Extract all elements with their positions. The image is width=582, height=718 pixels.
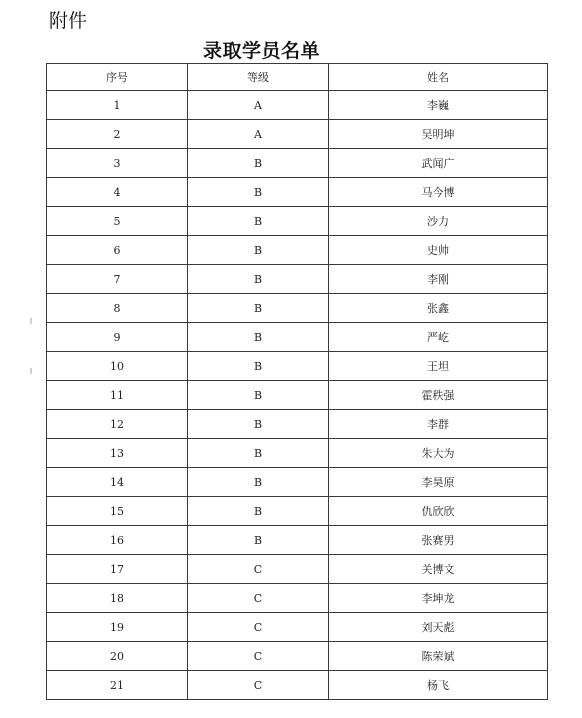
- scan-mark: [30, 368, 32, 374]
- cell-number: 1: [47, 91, 188, 120]
- cell-grade: B: [188, 468, 329, 497]
- cell-name: 张鑫: [329, 294, 548, 323]
- cell-grade: B: [188, 294, 329, 323]
- table-row: [47, 120, 548, 149]
- cell-name: 武闻广: [329, 149, 548, 178]
- cell-name: 李坤龙: [329, 584, 548, 613]
- table-row: [47, 91, 548, 120]
- cell-grade: B: [188, 178, 329, 207]
- cell-number: 16: [47, 526, 188, 555]
- table-row: [47, 352, 548, 381]
- cell-number: 2: [47, 120, 188, 149]
- document-title: 录取学员名单: [203, 40, 321, 62]
- table-row: [47, 381, 548, 410]
- cell-number: 4: [47, 178, 188, 207]
- table-row: [47, 497, 548, 526]
- cell-grade: C: [188, 584, 329, 613]
- cell-number: 18: [47, 584, 188, 613]
- cell-number: 11: [47, 381, 188, 410]
- cell-name: 史帅: [329, 236, 548, 265]
- cell-name: 关博文: [329, 555, 548, 584]
- cell-grade: A: [188, 91, 329, 120]
- cell-name: 李刚: [329, 265, 548, 294]
- column-header-name: 姓名: [329, 64, 548, 91]
- cell-name: 严屹: [329, 323, 548, 352]
- cell-grade: C: [188, 555, 329, 584]
- table-body: [47, 91, 548, 700]
- cell-grade: B: [188, 207, 329, 236]
- table-row: [47, 555, 548, 584]
- cell-grade: B: [188, 149, 329, 178]
- cell-name: 张赛男: [329, 526, 548, 555]
- cell-name: 马今博: [329, 178, 548, 207]
- table-row: [47, 526, 548, 555]
- cell-number: 13: [47, 439, 188, 468]
- table-row: [47, 294, 548, 323]
- cell-name: 吴明坤: [329, 120, 548, 149]
- table-row: [47, 468, 548, 497]
- cell-number: 12: [47, 410, 188, 439]
- cell-name: 王坦: [329, 352, 548, 381]
- cell-grade: B: [188, 265, 329, 294]
- cell-grade: B: [188, 410, 329, 439]
- cell-number: 20: [47, 642, 188, 671]
- cell-grade: A: [188, 120, 329, 149]
- cell-name: 朱大为: [329, 439, 548, 468]
- table-row: [47, 671, 548, 700]
- table-header-row: [47, 64, 548, 91]
- cell-name: 李昊原: [329, 468, 548, 497]
- table-row: [47, 410, 548, 439]
- cell-name: 刘天彪: [329, 613, 548, 642]
- cell-grade: C: [188, 642, 329, 671]
- table-row: [47, 207, 548, 236]
- cell-name: 杨飞: [329, 671, 548, 700]
- cell-grade: C: [188, 671, 329, 700]
- cell-grade: B: [188, 497, 329, 526]
- cell-name: 李巍: [329, 91, 548, 120]
- annex-label: 附件: [49, 10, 88, 32]
- table-row: [47, 613, 548, 642]
- cell-name: 沙力: [329, 207, 548, 236]
- scan-mark: [30, 318, 32, 324]
- cell-number: 14: [47, 468, 188, 497]
- cell-name: 李群: [329, 410, 548, 439]
- cell-grade: B: [188, 352, 329, 381]
- cell-number: 8: [47, 294, 188, 323]
- cell-grade: B: [188, 381, 329, 410]
- cell-number: 3: [47, 149, 188, 178]
- table-row: [47, 439, 548, 468]
- cell-grade: B: [188, 439, 329, 468]
- cell-number: 15: [47, 497, 188, 526]
- cell-number: 9: [47, 323, 188, 352]
- admission-table: [46, 63, 548, 700]
- table-row: [47, 642, 548, 671]
- cell-number: 5: [47, 207, 188, 236]
- cell-name: 仇欣欣: [329, 497, 548, 526]
- column-header-grade: 等级: [188, 64, 329, 91]
- table-row: [47, 265, 548, 294]
- cell-number: 6: [47, 236, 188, 265]
- cell-number: 19: [47, 613, 188, 642]
- cell-grade: B: [188, 236, 329, 265]
- column-header-number: 序号: [47, 64, 188, 91]
- table-row: [47, 178, 548, 207]
- cell-grade: C: [188, 613, 329, 642]
- table-row: [47, 236, 548, 265]
- table-row: [47, 584, 548, 613]
- cell-number: 10: [47, 352, 188, 381]
- cell-number: 17: [47, 555, 188, 584]
- cell-grade: B: [188, 526, 329, 555]
- cell-grade: B: [188, 323, 329, 352]
- cell-number: 21: [47, 671, 188, 700]
- cell-name: 霍秩强: [329, 381, 548, 410]
- table-row: [47, 149, 548, 178]
- cell-name: 陈荣斌: [329, 642, 548, 671]
- cell-number: 7: [47, 265, 188, 294]
- table-row: [47, 323, 548, 352]
